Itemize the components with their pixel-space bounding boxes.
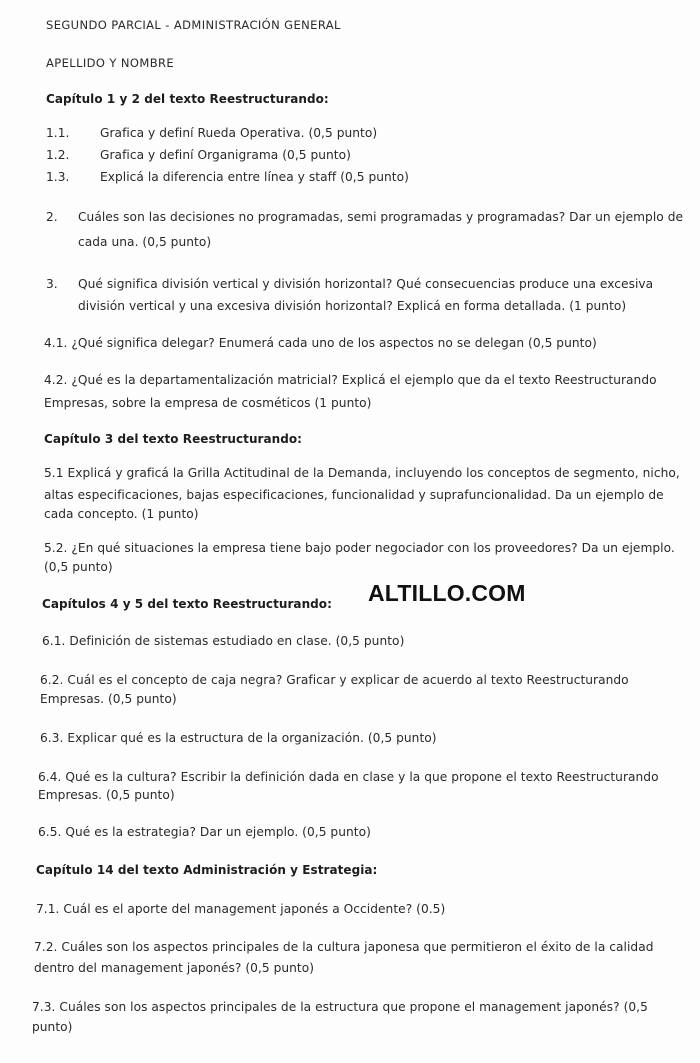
question-2-text-line2: cada una. (0,5 punto) [78, 235, 212, 249]
question-5-1-line1: 5.1 Explicá y graficá la Grilla Actitudinal de la Demanda, incluyendo los conceptos de segmento, nicho, [44, 466, 680, 480]
question-number: 1.3. [46, 170, 70, 184]
question-5-1-line2: altas especificaciones, bajas especificaciones, funcionalidad y suprafuncionalidad. Da un ejemplo de [44, 488, 664, 502]
question-7-3-line1: 7.3. Cuáles son los aspectos principales de la estructura que propone el management japonés? (0,5 [32, 1000, 648, 1014]
question-6-4-line2: Empresas. (0,5 punto) [38, 788, 175, 802]
question-6-3: 6.3. Explicar qué es la estructura de la organización. (0,5 punto) [40, 731, 437, 745]
question-text: Grafica y definí Organigrama (0,5 punto) [100, 148, 351, 162]
question-5-2-line2: (0,5 punto) [44, 560, 113, 574]
watermark: ALTILLO.COM [368, 580, 526, 606]
question-6-1: 6.1. Definición de sistemas estudiado en clase. (0,5 punto) [42, 634, 405, 648]
question-7-2-line1: 7.2. Cuáles son los aspectos principales de la cultura japonesa que permitieron el éxito de la calidad [34, 940, 654, 954]
question-6-4-line1: 6.4. Qué es la cultura? Escribir la definición dada en clase y la que propone el texto Reestructurando [38, 770, 659, 784]
question-1-3 [46, 170, 409, 184]
question-6-2-line2: Empresas. (0,5 punto) [40, 692, 177, 706]
question-text: Explicá la diferencia entre línea y staff (0,5 punto) [100, 170, 409, 184]
question-number: 1.2. [46, 148, 70, 162]
question-7-2-line2: dentro del management japonés? (0,5 punto) [34, 961, 315, 975]
question-5-1-line3: cada concepto. (1 punto) [44, 507, 199, 521]
question-3-text-line2: división vertical y una excesiva división horizontal? Explicá en forma detallada. (1 punto) [78, 299, 627, 313]
section-heading-ch14: Capítulo 14 del texto Administración y Estrategia: [36, 863, 378, 877]
exam-title: SEGUNDO PARCIAL - ADMINISTRACIÓN GENERAL [46, 18, 341, 32]
question-2 [46, 210, 684, 224]
question-6-2-line1: 6.2. Cuál es el concepto de caja negra? Graficar y explicar de acuerdo al texto Reestructurando [40, 673, 629, 687]
question-5-2-line1: 5.2. ¿En qué situaciones la empresa tiene bajo poder negociador con los proveedores? Da un ejemplo. [44, 541, 675, 555]
question-1-2 [46, 148, 351, 162]
name-label: APELLIDO Y NOMBRE [46, 56, 175, 70]
question-7-1: 7.1. Cuál es el aporte del management japonés a Occidente? (0.5) [36, 902, 446, 916]
question-6-5: 6.5. Qué es la estrategia? Dar un ejemplo. (0,5 punto) [38, 825, 371, 839]
question-number: 1.1. [46, 126, 70, 140]
question-4-1: 4.1. ¿Qué significa delegar? Enumerá cada uno de los aspectos no se delegan (0,5 punto) [44, 336, 597, 350]
question-4-2-line2: Empresas, sobre la empresa de cosméticos (1 punto) [44, 396, 372, 410]
question-1-1 [46, 126, 378, 140]
section-heading-ch1-2: Capítulo 1 y 2 del texto Reestructurando: [46, 92, 329, 106]
section-heading-ch4-5: Capítulos 4 y 5 del texto Reestructurando: [42, 597, 332, 611]
question-text-line1: Cuáles son las decisiones no programadas, semi programadas y programadas? Dar un ejemplo de [78, 210, 684, 224]
question-7-3-line2: punto) [32, 1020, 73, 1034]
question-4-2-line1: 4.2. ¿Qué es la departamentalización matricial? Explicá el ejemplo que da el texto Reestructurando [44, 373, 657, 387]
question-text: Grafica y definí Rueda Operativa. (0,5 punto) [100, 126, 378, 140]
section-heading-ch3: Capítulo 3 del texto Reestructurando: [44, 432, 303, 446]
question-number: 3. [46, 277, 58, 291]
question-text-line1: Qué significa división vertical y división horizontal? Qué consecuencias produce una excesiva [78, 277, 654, 291]
question-3 [46, 277, 654, 291]
question-number: 2. [46, 210, 58, 224]
